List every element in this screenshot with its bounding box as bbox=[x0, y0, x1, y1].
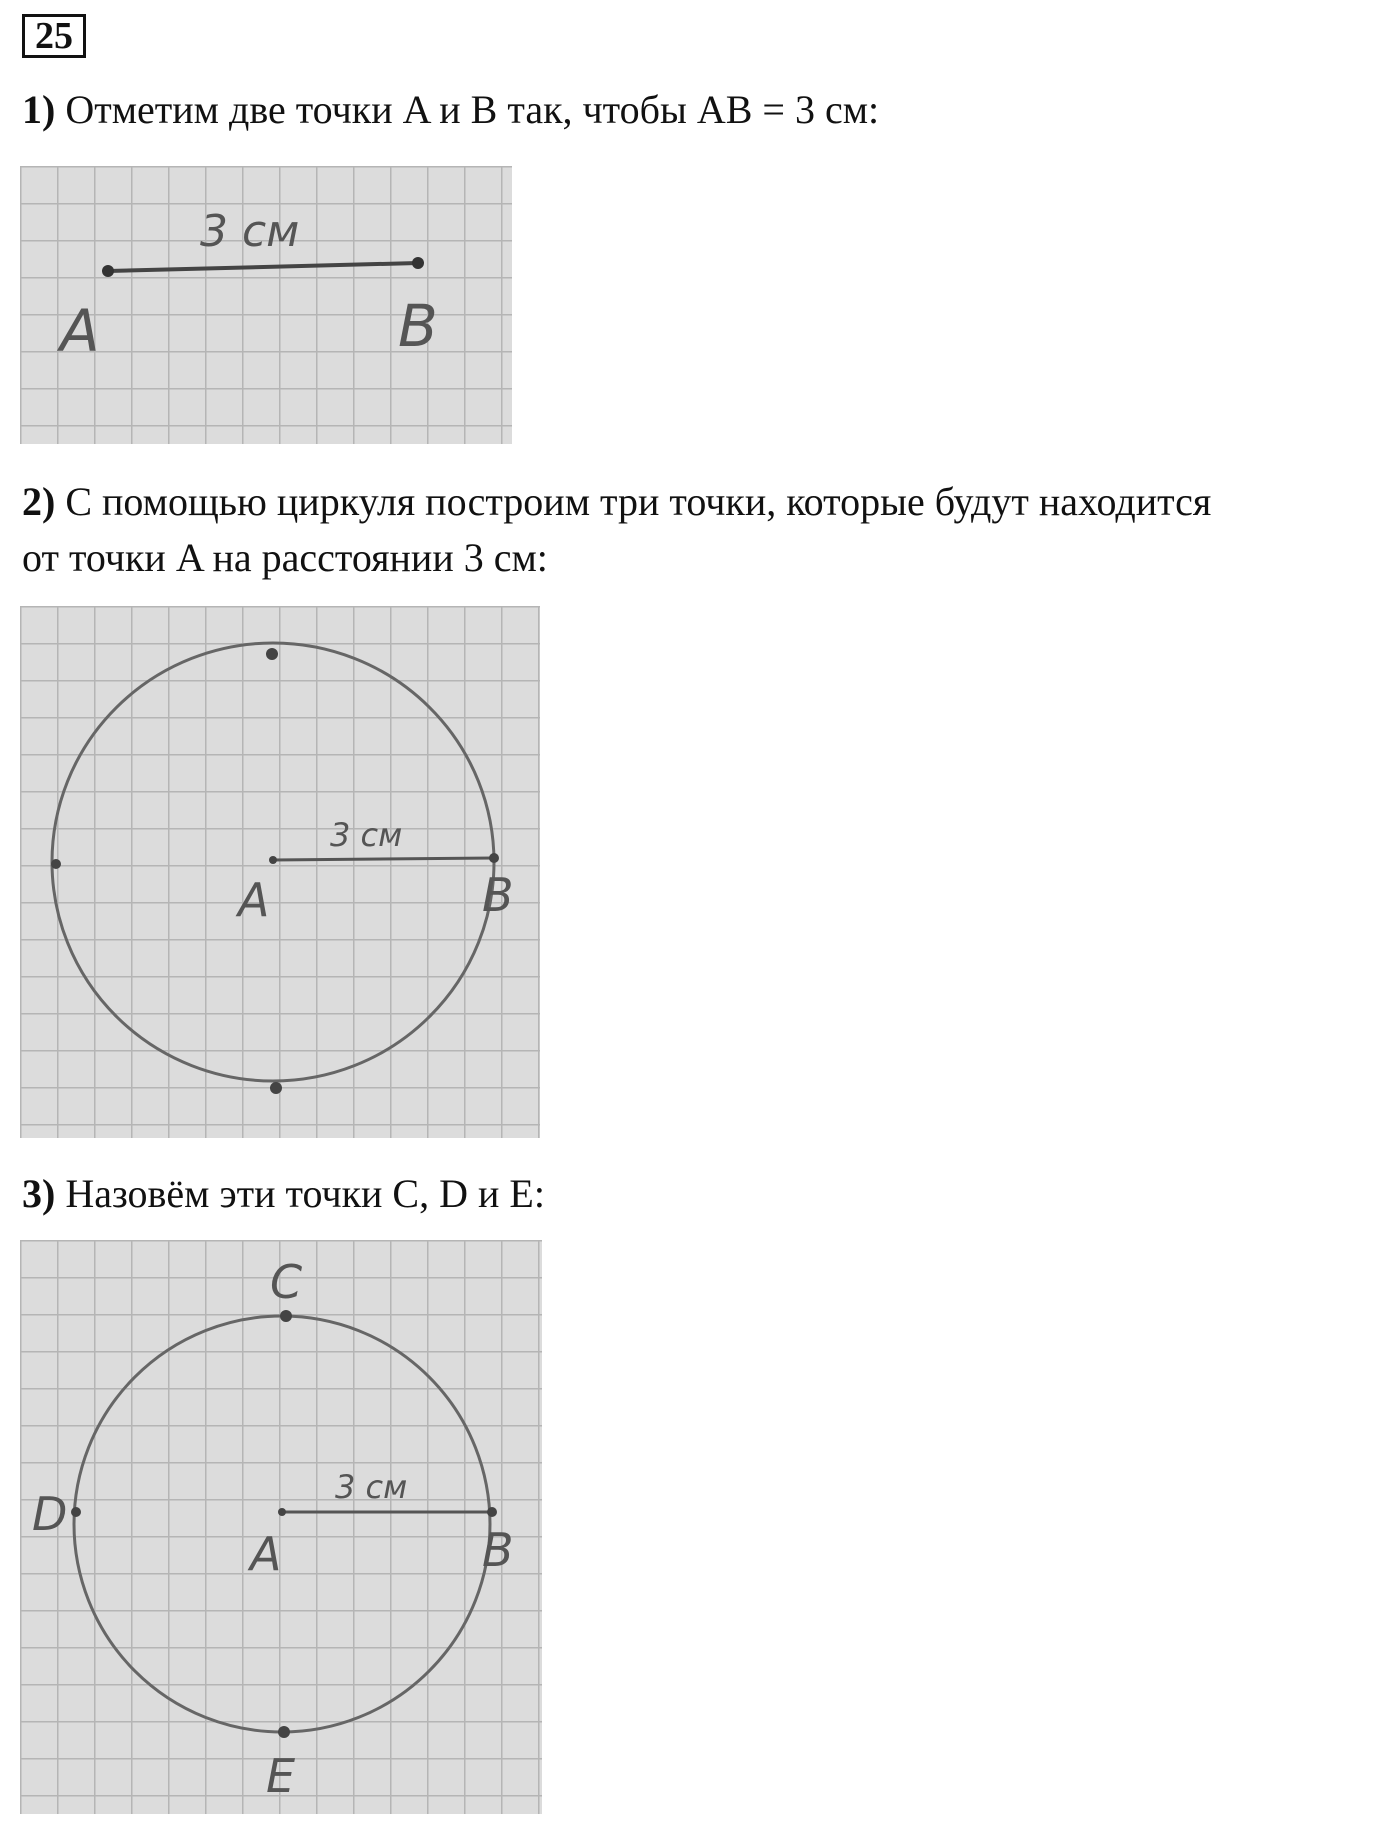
step-3-text: Назовём эти точки C, D и E: bbox=[65, 1171, 545, 1216]
segment-ab bbox=[273, 858, 494, 860]
step-2 bbox=[22, 474, 1211, 530]
label-b: B bbox=[398, 292, 438, 360]
task-number: 25 bbox=[22, 14, 86, 58]
point-d-dot bbox=[71, 1507, 81, 1517]
point-a-dot bbox=[278, 1508, 286, 1516]
figure-2-drawing bbox=[20, 606, 540, 1138]
point-c-dot bbox=[280, 1310, 292, 1322]
figure-3-drawing bbox=[20, 1240, 542, 1814]
step-3-number: 3) bbox=[22, 1171, 56, 1216]
point-left-dot bbox=[51, 859, 61, 869]
step-2-text-line2: от точки A на расстоянии 3 см: bbox=[22, 535, 548, 580]
segment-label: 3 см bbox=[200, 206, 300, 257]
step-3 bbox=[22, 1166, 545, 1222]
label-a: A bbox=[250, 1527, 282, 1581]
figure-1-photo bbox=[20, 166, 512, 444]
point-a-dot bbox=[102, 265, 114, 277]
segment-label: 3 см bbox=[335, 1468, 408, 1506]
step-2-text-line1: С помощью циркуля построим три точки, которые будут находится bbox=[65, 479, 1212, 524]
segment-ab bbox=[108, 263, 418, 271]
label-b: B bbox=[482, 1523, 514, 1577]
point-b-dot bbox=[489, 853, 499, 863]
figure-2-photo bbox=[20, 606, 540, 1138]
label-e: E bbox=[266, 1749, 296, 1803]
step-1 bbox=[22, 82, 879, 138]
point-bottom-dot bbox=[270, 1082, 282, 1094]
label-c: C bbox=[270, 1255, 303, 1309]
segment-label: 3 см bbox=[330, 816, 403, 854]
step-1-number: 1) bbox=[22, 87, 56, 132]
label-b: B bbox=[482, 868, 514, 922]
step-2-number: 2) bbox=[22, 479, 56, 524]
step-1-text: Отметим две точки A и B так, чтобы AB = 3 см: bbox=[65, 87, 880, 132]
circle bbox=[74, 1316, 490, 1732]
point-e-dot bbox=[278, 1726, 290, 1738]
point-b-dot bbox=[487, 1507, 497, 1517]
label-a: A bbox=[60, 297, 100, 365]
point-b-dot bbox=[412, 257, 424, 269]
step-2-continued bbox=[22, 530, 548, 586]
figure-1-drawing bbox=[20, 166, 512, 444]
point-a-dot bbox=[269, 856, 277, 864]
figure-3-photo bbox=[20, 1240, 542, 1814]
label-d: D bbox=[32, 1487, 68, 1541]
label-a: A bbox=[238, 873, 270, 927]
point-top-dot bbox=[266, 648, 278, 660]
